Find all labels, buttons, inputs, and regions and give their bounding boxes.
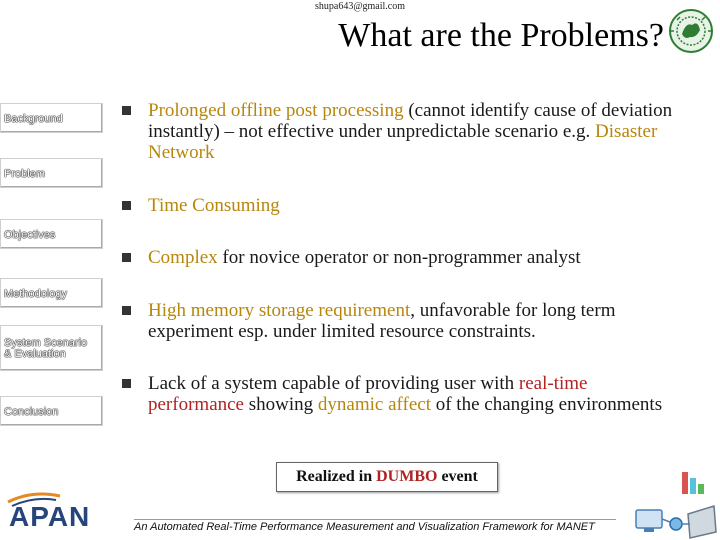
bullet-text: of the changing environments: [430, 394, 663, 415]
sidebar-item-objectives[interactable]: [0, 219, 103, 249]
footer-caption: An Automated Real-Time Performance Measurement and Visualization Framework for MANET: [134, 521, 595, 533]
author-email: shupa643@gmail.com: [314, 1, 406, 12]
sidebar-item-label: Methodology: [4, 288, 67, 300]
sidebar-item-label: Conclusion: [4, 406, 59, 418]
realized-callout: [276, 462, 498, 492]
sidebar-item-label: System Scenario: [4, 337, 88, 349]
sidebar-item-label: & Evaluation: [4, 348, 66, 360]
bullet-highlight: Prolonged offline post processing: [148, 100, 404, 121]
square-bullet-icon: [122, 379, 131, 388]
square-bullet-icon: [122, 253, 131, 262]
sidebar-nav: [0, 0, 104, 540]
bullet-text: , unfavorable for long term experiment esp. under limited resource constraints.: [148, 300, 616, 342]
sidebar-item-label: Objectives: [4, 229, 56, 241]
bullet-item: [122, 100, 682, 163]
sidebar-item-label: Problem: [4, 168, 45, 180]
bullet-highlight: dynamic affect: [317, 394, 431, 415]
bullet-item: [122, 373, 682, 415]
sidebar-item-system-scenario[interactable]: [0, 325, 103, 371]
bullet-text: showing: [244, 394, 318, 415]
bullet-item: [122, 195, 682, 216]
square-bullet-icon: [122, 106, 131, 115]
bullet-item: [122, 300, 682, 342]
footer-divider: [134, 519, 616, 520]
square-bullet-icon: [122, 306, 131, 315]
bullet-highlight: real-time performance: [148, 373, 588, 415]
callout-highlight: DUMBO: [376, 468, 438, 485]
bullet-text: (cannot identify cause of deviation instantly) – not effective under unpredictable scenario e.g.: [148, 100, 673, 142]
bullet-highlight: Disaster Network: [148, 121, 658, 163]
square-bullet-icon: [122, 201, 131, 210]
network-computer-clipart-icon: [630, 470, 720, 540]
university-emblem-icon: [668, 8, 714, 54]
sidebar-item-methodology[interactable]: [0, 278, 103, 308]
slide-title: What are the Problems?: [338, 17, 664, 54]
callout-prefix: Realized in: [296, 468, 377, 485]
bullet-highlight: Time Consuming: [148, 195, 280, 216]
sidebar-item-problem[interactable]: [0, 158, 103, 188]
bullet-text: Lack of a system capable of providing user with: [148, 373, 519, 394]
bullet-text: for novice operator or non-programmer analyst: [217, 247, 581, 268]
sidebar-item-conclusion[interactable]: [0, 396, 103, 426]
sidebar-item-label: Background: [4, 113, 63, 125]
apan-logo-text: APAN: [9, 501, 91, 532]
bullet-item: [122, 247, 692, 268]
sidebar-item-background[interactable]: [0, 103, 103, 133]
bullet-highlight: High memory storage requirement: [148, 300, 411, 321]
callout-suffix: event: [437, 468, 478, 485]
bullet-highlight: Complex: [148, 247, 218, 268]
